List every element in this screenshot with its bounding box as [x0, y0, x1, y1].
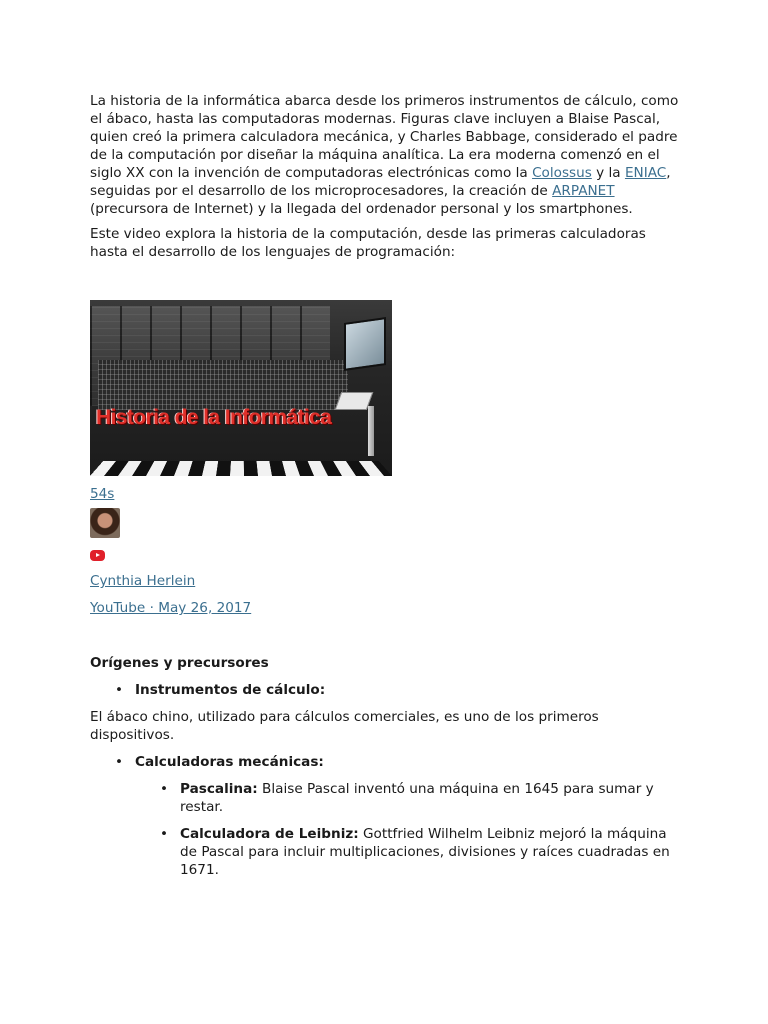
nested-list: [90, 780, 680, 879]
intro-text-2: y la: [591, 165, 625, 181]
youtube-icon: [90, 550, 105, 561]
author-link[interactable]: Cynthia Herlein: [90, 573, 196, 589]
intro-text-3: , seguidas por el desarrollo de los microprocesadores, la creación de: [90, 165, 671, 199]
thumbnail-monitor: [344, 317, 386, 371]
section-list-1: [90, 681, 680, 699]
thumbnail-checkered-floor: [90, 461, 392, 476]
list-item-text: Blaise Pascal inventó una máquina en 1645 para sumar y restar.: [180, 781, 654, 815]
intro-text-1: La historia de la informática abarca desde los primeros instrumentos de cálculo, como el ábaco, hasta las computadoras modernas. Figuras clave incluyen a Blaise Pascal, quien creó la primera calculadora mecánica, y Charles Babbage, considerado el padre de la computación por diseñar la máquina analítica. La era moderna comenzó en el siglo XX con la invención de computadoras electrónicas como la: [90, 93, 679, 181]
list-item-label: Calculadora de Leibniz:: [180, 826, 359, 842]
document-body: [90, 92, 680, 888]
list-item: [135, 753, 680, 771]
section-list-2: [90, 753, 680, 771]
video-thumbnail[interactable]: [90, 300, 392, 476]
intro-paragraph: [90, 92, 680, 218]
list-item-text: Gottfried Wilhelm Leibniz mejoró la máquina de Pascal para incluir multiplicaciones, divisiones y raíces cuadradas en 1671.: [180, 826, 670, 878]
eniac-link[interactable]: ENIAC: [624, 165, 667, 181]
abacus-paragraph: El ábaco chino, utilizado para cálculos comerciales, es uno de los primeros dispositivos.: [90, 709, 599, 743]
list-item: [180, 825, 680, 879]
thumbnail-control-panels: [98, 360, 348, 410]
list-item-label: Calculadoras mecánicas:: [135, 754, 324, 770]
list-item-label: Instrumentos de cálculo:: [135, 682, 326, 698]
colossus-link[interactable]: Colossus: [532, 165, 592, 181]
video-duration-link[interactable]: 54s: [90, 486, 115, 502]
video-intro-paragraph: Este video explora la historia de la computación, desde las primeras calculadoras hasta el desarrollo de los lenguajes de programación:: [90, 226, 646, 260]
list-item: [135, 681, 680, 699]
list-item-label: Pascalina:: [180, 781, 258, 797]
thumbnail-title: Historia de la Informática: [96, 406, 332, 429]
section-heading: Orígenes y precursores: [90, 655, 269, 671]
list-item: [180, 780, 680, 816]
video-source-link[interactable]: YouTube · May 26, 2017: [90, 600, 252, 616]
intro-text-4: (precursora de Internet) y la llegada del ordenador personal y los smartphones.: [90, 201, 633, 217]
author-avatar: [90, 508, 120, 538]
arpanet-link[interactable]: ARPANET: [552, 183, 615, 199]
thumbnail-kiosk-stand: [368, 406, 374, 456]
